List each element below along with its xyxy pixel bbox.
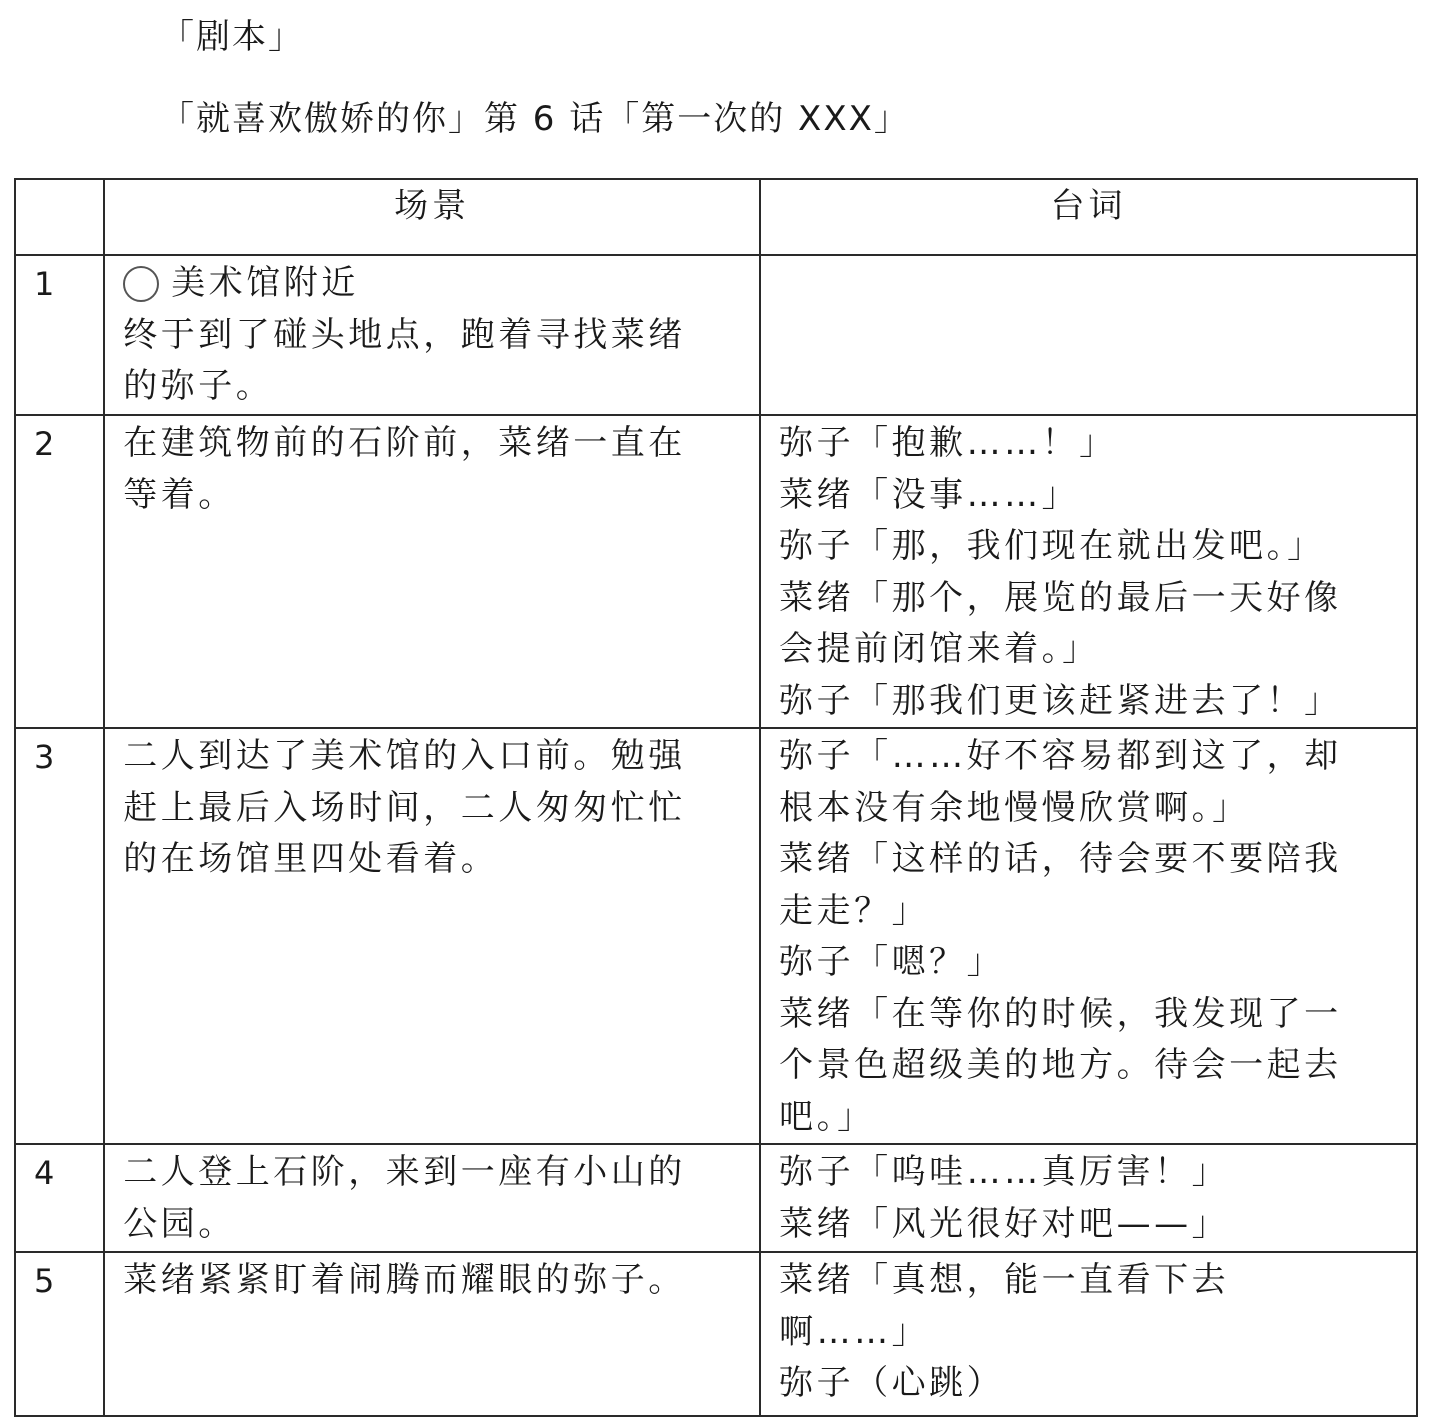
dialogue-line: 弥子「抱歉……！」: [779, 423, 1117, 463]
dialogue-line: 菜绪「没事……」: [779, 474, 1080, 515]
document-label: 「剧本」: [160, 17, 304, 57]
dialogue-line: 会提前闭馆来着。」: [779, 629, 1100, 669]
scene-line: 赶上最后入场时间，二人匆匆忙忙: [123, 787, 686, 828]
scene-line: 等着。: [123, 474, 236, 515]
dialogue-line: 走走？」: [779, 890, 930, 931]
dialogue-line: 个景色超级美的地方。待会一起去: [779, 1045, 1342, 1085]
dialogue-line: 弥子「嗯？」: [779, 942, 1005, 982]
lines-cell: [760, 255, 1417, 415]
lines-cell: [760, 728, 1417, 1144]
dialogue-line: 弥子「那，我们现在就出发吧。」: [779, 526, 1325, 566]
scene-line: 二人到达了美术馆的入口前。勉强: [123, 736, 686, 776]
header-scene: 场景: [104, 179, 760, 255]
table-row: [15, 1144, 1417, 1252]
table-row: [15, 415, 1417, 728]
table-row: [15, 728, 1417, 1144]
scene-line: 公园。: [123, 1203, 236, 1244]
document-title: 「就喜欢傲娇的你」第 6 话「第一次的 XXX」: [160, 99, 910, 139]
row-number: 2: [15, 415, 104, 728]
table-row: [15, 255, 1417, 415]
dialogue-line: 菜绪「那个，展览的最后一天好像: [779, 577, 1342, 618]
row-number: 3: [15, 728, 104, 1144]
header-number: [15, 179, 104, 255]
dialogue-line: 弥子「……好不容易都到这了，却: [779, 736, 1342, 776]
row-number: 1: [15, 255, 104, 415]
scene-line: 终于到了碰头地点，跑着寻找菜绪: [123, 314, 686, 355]
scene-cell: [104, 1252, 760, 1416]
dialogue-line: 菜绪「这样的话，待会要不要陪我: [779, 839, 1342, 879]
table-row: [15, 1252, 1417, 1416]
location-line: [123, 258, 741, 310]
scene-line: 在建筑物前的石阶前，菜绪一直在: [123, 423, 686, 463]
scene-cell: [104, 255, 760, 415]
location-name: 美术馆附近: [171, 263, 359, 303]
table-header-row: [15, 179, 1417, 255]
lines-cell: [760, 1252, 1417, 1416]
dialogue-line: 菜绪「风光很好对吧——」: [779, 1203, 1230, 1244]
row-number: 4: [15, 1144, 104, 1252]
scene-cell: [104, 1144, 760, 1252]
dialogue-line: 菜绪「在等你的时候，我发现了一: [779, 993, 1342, 1034]
scene-line: 的弥子。: [123, 366, 274, 406]
lines-cell: [760, 1144, 1417, 1252]
lines-cell: [760, 415, 1417, 728]
scene-line: 的在场馆里四处看着。: [123, 839, 499, 879]
dialogue-line: 吧。」: [779, 1096, 875, 1137]
dialogue-line: 根本没有余地慢慢欣赏啊。」: [779, 787, 1250, 828]
scene-line: 菜绪紧紧盯着闹腾而耀眼的弥子。: [123, 1260, 686, 1300]
dialogue-line: 弥子「那我们更该赶紧进去了！」: [779, 680, 1342, 721]
dialogue-line: 啊……」: [779, 1311, 930, 1352]
row-number: 5: [15, 1252, 104, 1416]
dialogue-line: 弥子（心跳）: [779, 1363, 1005, 1403]
header-lines: 台词: [760, 179, 1417, 255]
scene-line: 二人登上石阶，来到一座有小山的: [123, 1152, 686, 1192]
dialogue-line: 弥子「呜哇……真厉害！」: [779, 1152, 1230, 1192]
script-table: [14, 178, 1418, 1417]
circle-icon: [123, 266, 159, 302]
dialogue-line: 菜绪「真想，能一直看下去: [779, 1260, 1230, 1300]
scene-cell: [104, 728, 760, 1144]
scene-cell: [104, 415, 760, 728]
